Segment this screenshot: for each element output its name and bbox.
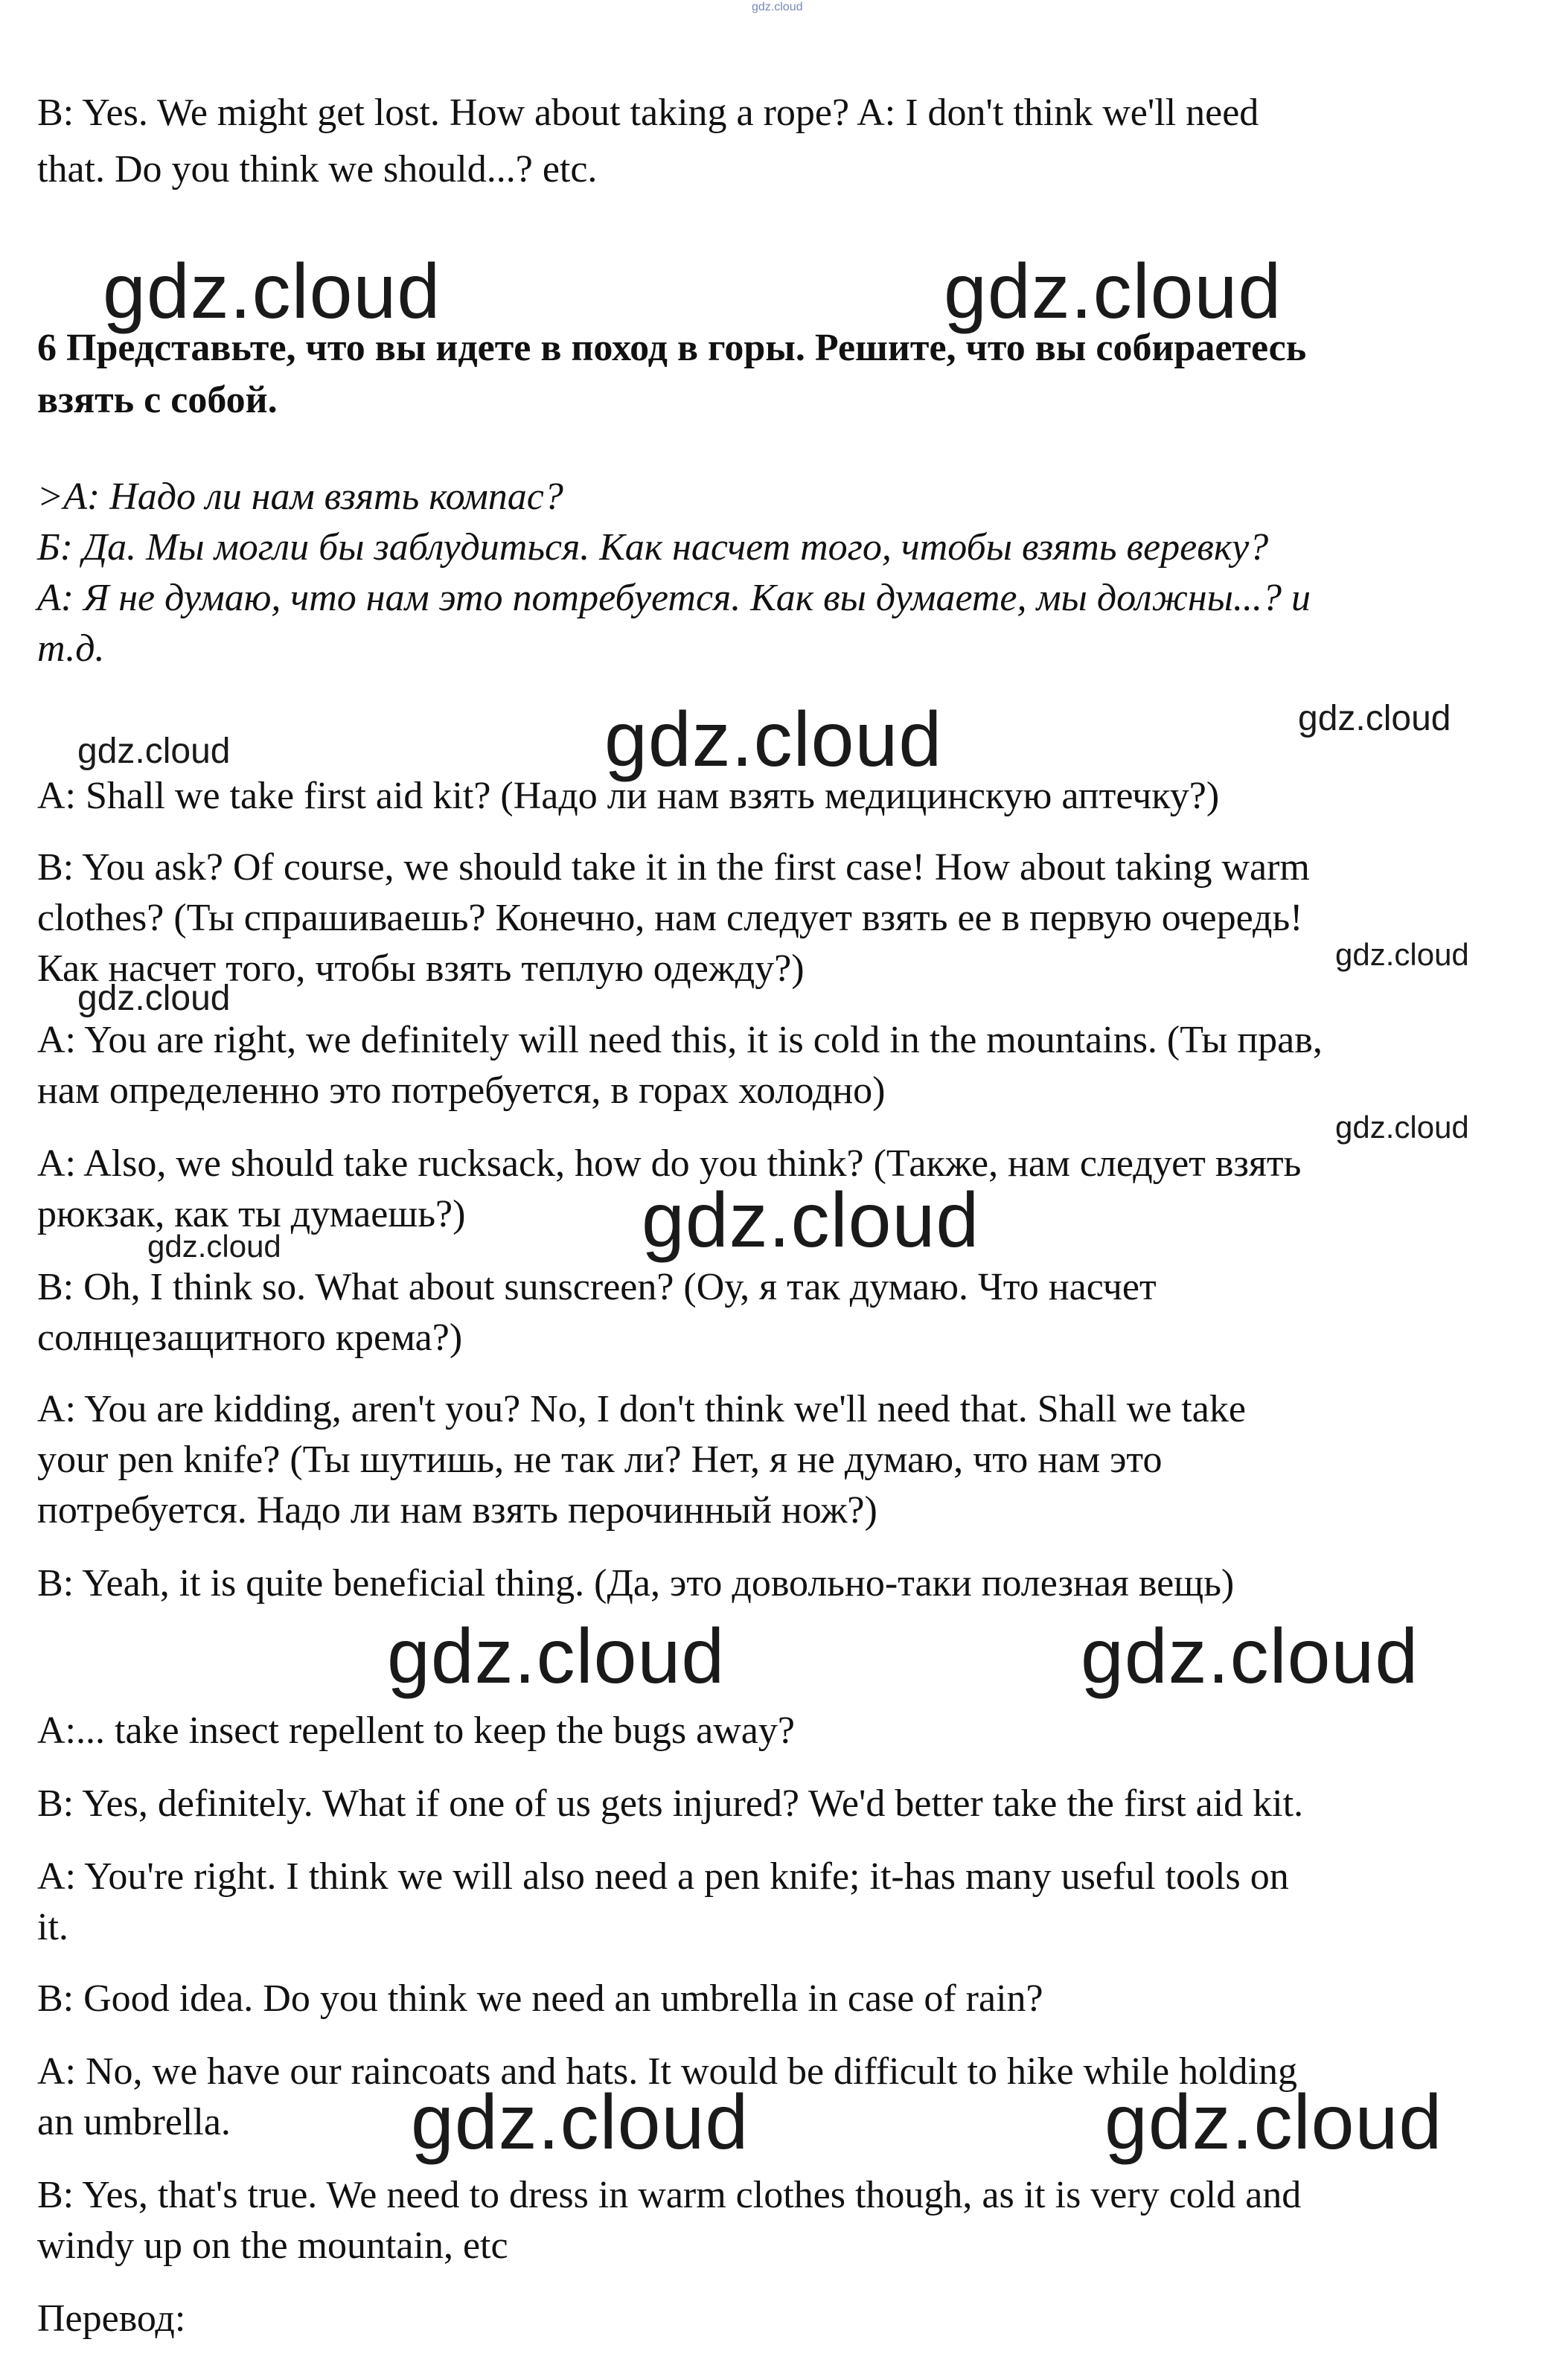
watermark: gdz.cloud	[147, 1229, 281, 1264]
dialogue-line: your pen knife? (Ты шутишь, не так ли? Нет, я не думаю, что нам это	[37, 1439, 1163, 1481]
watermark: gdz.cloud	[1298, 699, 1451, 738]
watermark: gdz.cloud	[642, 1177, 980, 1264]
intro-line-1: B: Yes. We might get lost. How about taking a rope? A: I don't think we'll need	[37, 92, 1259, 134]
example-line-3: А: Я не думаю, что нам это потребуется. Как вы думаете, мы должны...? и	[37, 577, 1311, 619]
watermark: gdz.cloud	[1104, 2079, 1443, 2166]
watermark: gdz.cloud	[604, 697, 943, 783]
watermark: gdz.cloud	[1335, 1110, 1469, 1145]
watermark: gdz.cloud	[1335, 937, 1469, 972]
footer-label: Перевод:	[37, 2297, 186, 2340]
watermark: gdz.cloud	[77, 732, 231, 771]
dialogue-line: A: Also, we should take rucksack, how do you think? (Также, нам следует взять	[37, 1142, 1302, 1185]
dialogue-line: B: Oh, I think so. What about sunscreen? (Оу, я так думаю. Что насчет	[37, 1266, 1157, 1308]
watermark: gdz.cloud	[1081, 1613, 1419, 1700]
watermark: gdz.cloud	[77, 979, 231, 1018]
dialogue-line: B: Yes, that's true. We need to dress in warm clothes though, as it is very cold and	[37, 2174, 1302, 2216]
dialogue-line: clothes? (Ты спрашиваешь? Конечно, нам следует взять ее в первую очередь!	[37, 897, 1303, 939]
task-line-2: взять с собой.	[37, 379, 278, 421]
dialogue-line: it.	[37, 1906, 68, 1948]
task-line-1: 6 Представьте, что вы идете в поход в горы. Решите, что вы собираетесь	[37, 327, 1307, 369]
intro-line-2: that. Do you think we should...? etc.	[37, 148, 598, 191]
example-line-2: Б: Да. Мы могли бы заблудиться. Как насчет того, чтобы взять веревку?	[37, 526, 1269, 569]
dialogue-line: A: Shall we take first aid kit? (Надо ли нам взять медицинскую аптечку?)	[37, 775, 1220, 817]
dialogue-line: солнцезащитного крема?)	[37, 1317, 463, 1359]
dialogue-line: рюкзак, как ты думаешь?)	[37, 1193, 466, 1235]
example-line-1: >А: Надо ли нам взять компас?	[37, 476, 563, 518]
watermark: gdz.cloud	[387, 1613, 726, 1700]
dialogue-line: A: You are right, we definitely will need this, it is cold in the mountains. (Ты прав,	[37, 1019, 1323, 1061]
dialogue-line: A: You're right. I think we will also need a pen knife; it-has many useful tools on	[37, 1855, 1289, 1898]
dialogue-line: windy up on the mountain, etc	[37, 2224, 508, 2267]
dialogue-line: нам определенно это потребуется, в горах холодно)	[37, 1069, 886, 1112]
dialogue-line: A: You are kidding, aren't you? No, I don't think we'll need that. Shall we take	[37, 1388, 1246, 1430]
dialogue-line: A: No, we have our raincoats and hats. It would be difficult to hike while holding	[37, 2050, 1297, 2093]
dialogue-line: потребуется. Надо ли нам взять перочинный нож?)	[37, 1489, 877, 1532]
watermark: gdz.cloud	[411, 2079, 749, 2166]
dialogue-line: B: Good idea. Do you think we need an umbrella in case of rain?	[37, 1977, 1043, 2020]
dialogue-line: Как насчет того, чтобы взять теплую одежду?)	[37, 947, 805, 990]
watermark: gdz.cloud	[103, 249, 441, 335]
dialogue-line: an umbrella.	[37, 2101, 231, 2143]
watermark: gdz.cloud	[944, 249, 1282, 335]
header-watermark: gdz.cloud	[752, 1, 803, 13]
example-line-4: т.д.	[37, 627, 105, 670]
dialogue-line: B: Yeah, it is quite beneficial thing. (Да, это довольно-таки полезная вещь)	[37, 1562, 1235, 1605]
dialogue-line: A:... take insect repellent to keep the bugs away?	[37, 1709, 795, 1752]
dialogue-line: B: Yes, definitely. What if one of us gets injured? We'd better take the first aid kit.	[37, 1782, 1304, 1825]
dialogue-line: B: You ask? Of course, we should take it in the first case! How about taking warm	[37, 846, 1310, 889]
